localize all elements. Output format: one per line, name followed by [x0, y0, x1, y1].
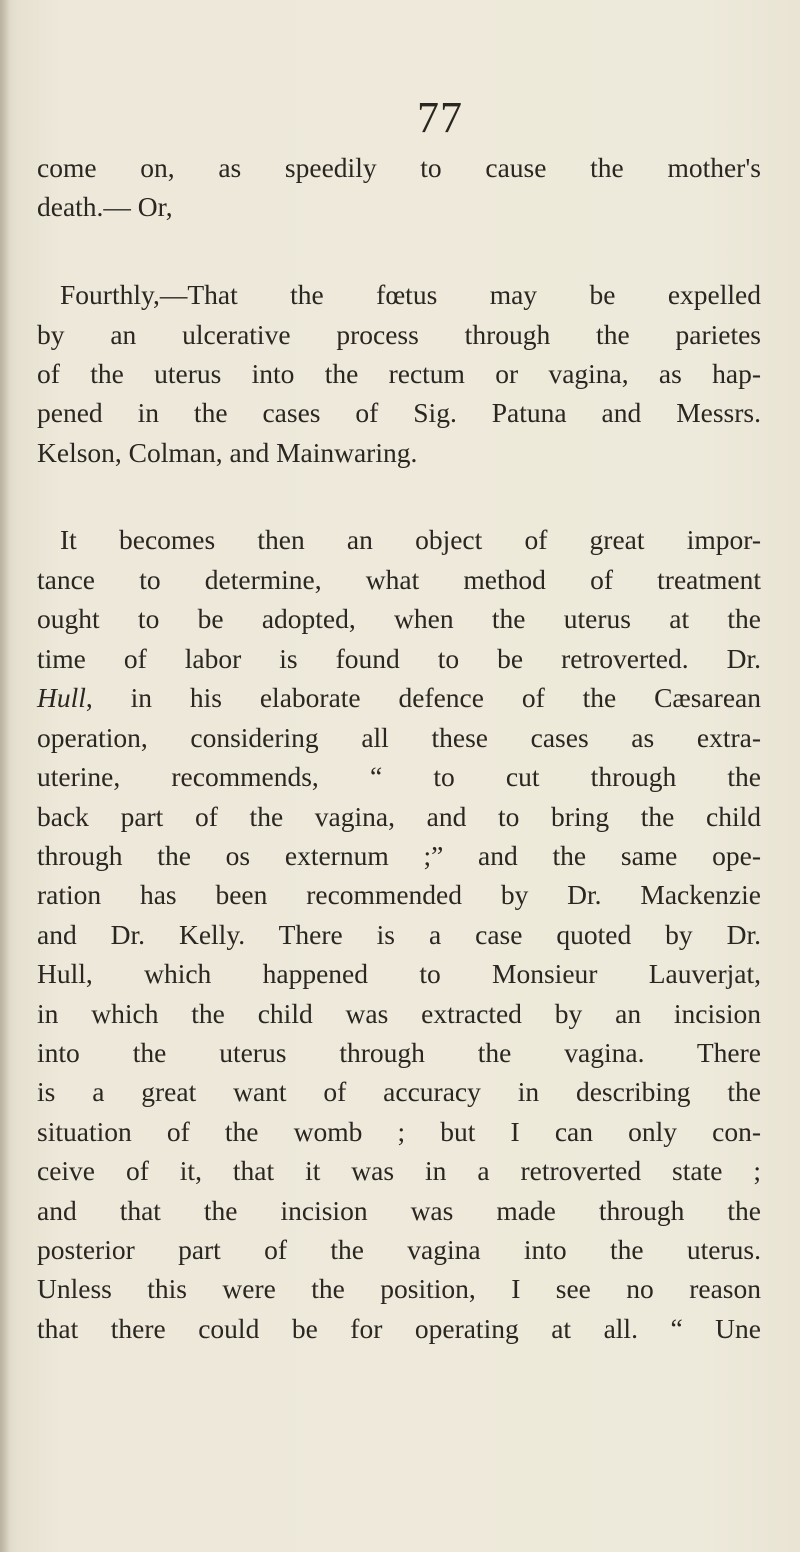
text-line: through the os externum ;” and the same ope- — [37, 840, 761, 871]
text-line-hull — [37, 678, 761, 718]
text-line: Hull, which happened to Monsieur Lauverjat, — [37, 958, 761, 989]
text-line: death.— Or, — [37, 191, 173, 222]
text-line: It becomes then an object of great impor- — [60, 524, 761, 555]
text-line: back part of the vagina, and to bring the child — [37, 801, 761, 832]
text-line: ration has been recommended by Dr. Mackenzie — [37, 879, 761, 910]
text-line: time of labor is found to be retroverted. Dr. — [37, 643, 761, 674]
text-line: ceive of it, that it was in a retroverted state ; — [37, 1155, 761, 1186]
text-line: Fourthly,—That the fœtus may be expelled — [60, 279, 761, 310]
text-line: is a great want of accuracy in describing the — [37, 1076, 761, 1107]
text-line-rest: , in his elaborate defence of the Cæsarean — [85, 682, 761, 713]
text-line: pened in the cases of Sig. Patuna and Messrs. — [37, 397, 761, 428]
text-line: posterior part of the vagina into the uterus. — [37, 1234, 761, 1265]
text-line: and that the incision was made through the — [37, 1195, 761, 1226]
text-line: ought to be adopted, when the uterus at the — [37, 603, 761, 634]
text-line: by an ulcerative process through the parietes — [37, 319, 761, 350]
text-line: and Dr. Kelly. There is a case quoted by Dr. — [37, 919, 761, 950]
text-line: Unless this were the position, I see no reason — [37, 1273, 761, 1304]
text-line: that there could be for operating at all. “ Une — [37, 1313, 761, 1344]
text-line: uterine, recommends, “ to cut through the — [37, 761, 761, 792]
text-line: situation of the womb ; but I can only con- — [37, 1116, 761, 1147]
text-line: into the uterus through the vagina. There — [37, 1037, 761, 1068]
text-line: in which the child was extracted by an incision — [37, 998, 761, 1029]
text-line: of the uterus into the rectum or vagina, as hap- — [37, 358, 761, 389]
page-number: 77 — [417, 93, 463, 142]
italic-name-hull: Hull — [37, 682, 86, 713]
text-line: tance to determine, what method of treatment — [37, 564, 761, 595]
text-line: come on, as speedily to cause the mother's — [37, 152, 761, 183]
text-line: operation, considering all these cases as extra- — [37, 722, 761, 753]
page-edge-shadow — [0, 0, 10, 1552]
text-line: Kelson, Colman, and Mainwaring. — [37, 437, 418, 468]
